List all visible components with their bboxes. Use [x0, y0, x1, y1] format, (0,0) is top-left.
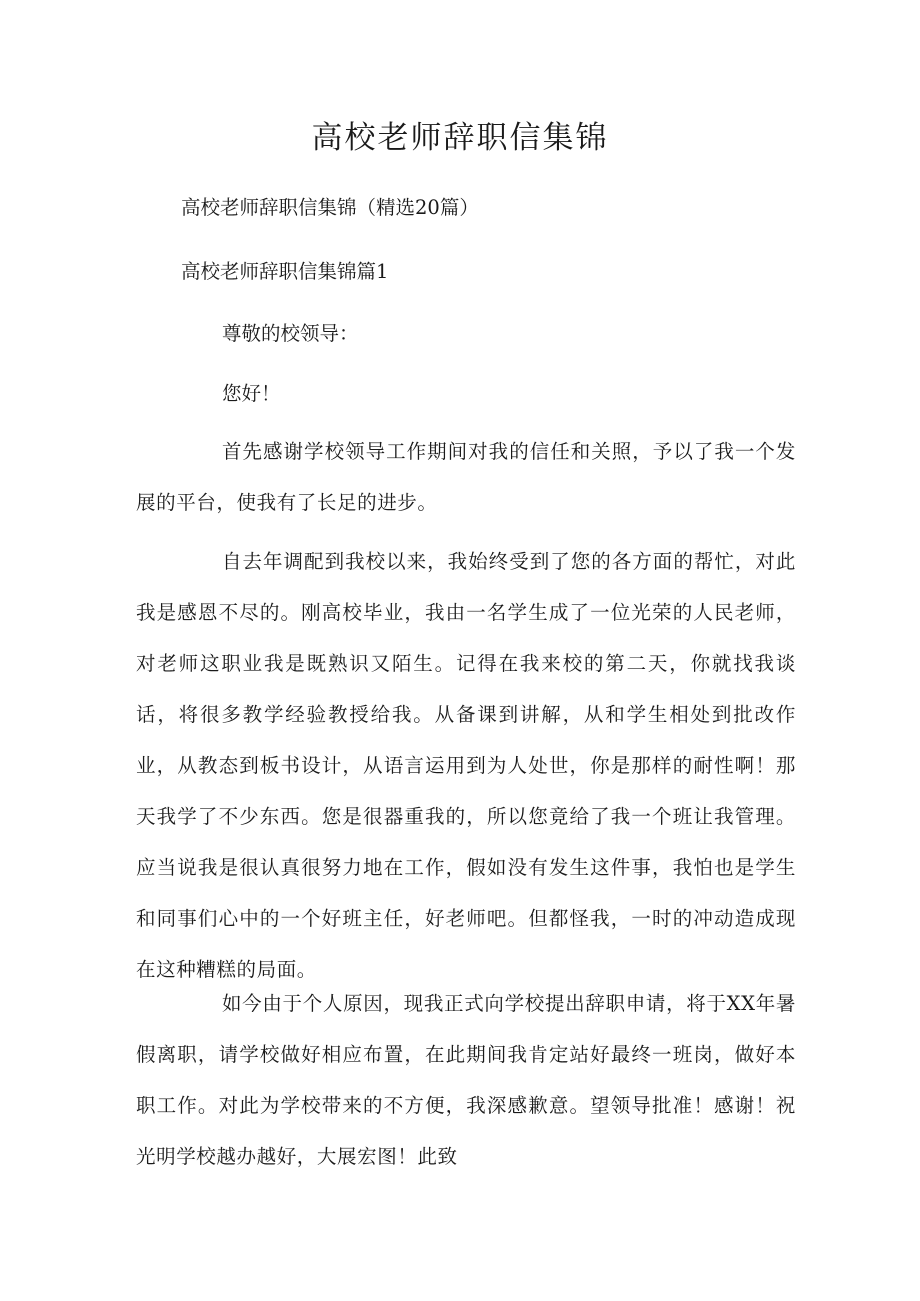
- document-title: 高校老师辞职信集锦: [311, 120, 609, 156]
- document-subtitle: 高校老师辞职信集锦（精选20篇）: [181, 196, 479, 219]
- body-paragraph: 首先感谢学校领导工作期间对我的信任和关照，予以了我一个发展的平台，使我有了长足的进步。: [136, 440, 796, 514]
- salutation: 尊敬的校领导：: [222, 322, 359, 345]
- body-paragraph: 如今由于个人原因，现我正式向学校提出辞职申请，将于XX年暑假离职，请学校做好相应布置，在此期间我肯定站好最终一班岗，做好本职工作。对此为学校带来的不方便，我深感歉意。望领导批准！感谢！祝光明学校越办越好，大展宏图！此致: [136, 992, 796, 1168]
- body-paragraph: 自去年调配到我校以来，我始终受到了您的各方面的帮忙，对此我是感恩不尽的。刚高校毕业，我由一名学生成了一位光荣的人民老师，对老师这职业我是既熟识又陌生。记得在我来校的第二天，你就找我谈话，将很多教学经验教授给我。从备课到讲解，从和学生相处到批改作业，从教态到板书设计，从语言运用到为人处世，你是那样的耐性啊！那天我学了不少东西。您是很器重我的，所以您竟给了我一个班让我管理。应当说我是很认真很努力地在工作，假如没有发生这件事，我怕也是学生和同事们心中的一个好班主任，好老师吧。但都怪我，一时的冲动造成现在这种糟糕的局面。: [136, 550, 796, 981]
- greeting: 您好！: [222, 382, 281, 405]
- section-heading: 高校老师辞职信集锦篇1: [181, 260, 389, 283]
